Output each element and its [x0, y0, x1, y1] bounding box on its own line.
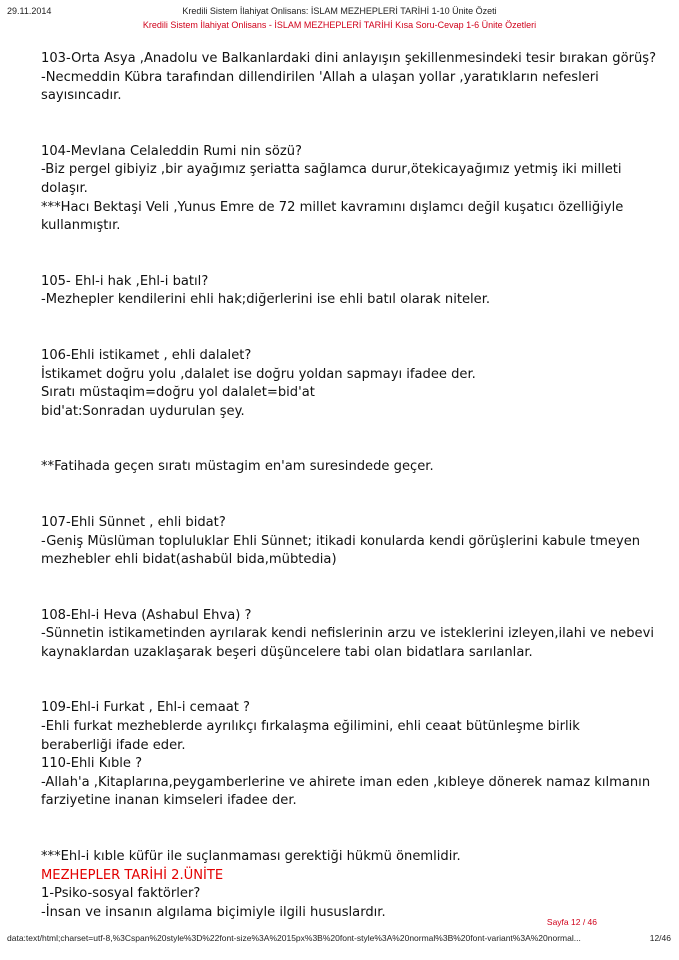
- qa-item-109-110: [41, 699, 666, 811]
- question-line: 108-Ehl-i Heva (Ashabul Ehva) ?: [41, 607, 252, 623]
- question-line: 1-Psiko-sosyal faktörler?: [41, 886, 201, 902]
- answer-line: İstikamet doğru yolu ,dalalet ise doğru yoldan sapmayı ifadee der.: [41, 366, 476, 382]
- qa-item-106: [41, 347, 666, 421]
- answer-line: -Mezhepler kendilerini ehli hak;diğerlerini ise ehli batıl olarak niteler.: [41, 292, 491, 308]
- answer-line: -Biz pergel gibiyiz ,bir ayağımız şeriatta sağlamca durur,ötekicayağımız yetmiş iki milleti: [41, 162, 622, 178]
- answer-line: -Allah'a ,Kitaplarına,peygamberlerine ve ahirete iman eden ,kıbleye dönerek namaz kılmanın: [41, 774, 651, 790]
- question-line: 104-Mevlana Celaleddin Rumi nin sözü?: [41, 143, 302, 159]
- question-line: 103-Orta Asya ,Anadolu ve Balkanlardaki dini anlayışın şekillenmesindeki tesir bırakan görüş?: [41, 51, 657, 66]
- question-line: 105- Ehl-i hak ,Ehl-i batıl?: [41, 273, 209, 289]
- page-subtitle: Kredili Sistem İlahiyat Onlisans - İSLAM MEZHEPLERİ TARİHİ Kısa Soru-Cevap 1-6 Ünite Özetleri: [142, 20, 537, 30]
- answer-line: kaynaklardan uzaklaşarak beşeri düşüncelere tabi olan bidatlara sarılanlar.: [41, 644, 533, 660]
- question-line: 109-Ehl-i Furkat , Ehl-i cemaat ?: [41, 700, 250, 716]
- note-line: kullanmıştır.: [41, 218, 121, 234]
- answer-line: -Geniş Müslüman topluluklar Ehli Sünnet; itikadi konularda kendi görüşlerini kabule tmeyen: [41, 533, 641, 549]
- note-line: ***Hacı Bektaşi Veli ,Yunus Emre de 72 millet kavramını dışlamcı değil kuşatıcı özelliğiyle: [41, 199, 624, 215]
- page-counter: Sayfa 12 / 46: [546, 917, 597, 927]
- unit-2-start: [41, 848, 666, 922]
- answer-line: -Necmeddin Kübra tarafından dillendirilen 'Allah a ulaşan yollar ,yaratıkların nefesleri: [41, 69, 599, 85]
- qa-item-108: [41, 607, 666, 663]
- note-line: ***Ehl-i kıble küfür ile suçlanmaması gerektiği hükmü önemlidir.: [41, 849, 461, 865]
- qa-item-103: [41, 50, 666, 106]
- note-line: **Fatihada geçen sıratı müstagim en'am suresindede geçer.: [41, 459, 434, 475]
- answer-line: -Ehli furkat mezheblerde ayrılıkçı fırkalaşma eğilimini, ehli ceaat bütünleşme birlik: [41, 719, 580, 735]
- answer-line: beraberliği ifade eder.: [41, 737, 186, 753]
- answer-line: sayısıncadır.: [41, 88, 122, 104]
- answer-line: -İnsan ve insanın algılama biçimiyle ilgili hususlardır.: [41, 904, 386, 920]
- print-date: 29.11.2014: [7, 6, 52, 16]
- qa-item-105: [41, 273, 666, 310]
- note-fatiha: [41, 458, 666, 477]
- page-number: 12/46: [649, 933, 671, 943]
- answer-line: bid'at:Sonradan uydurulan şey.: [41, 403, 245, 419]
- answer-line: Sıratı müstaqim=doğru yol dalalet=bid'at: [41, 385, 315, 401]
- answer-line: -Sünnetin istikametinden ayrılarak kendi nefislerinin arzu ve isteklerini izleyen,ilahi ve nebevi: [41, 626, 654, 642]
- document-body: [41, 50, 666, 922]
- answer-line: mezhebler ehli bidat(ashabül bida,mübtedia): [41, 552, 337, 568]
- answer-line: farziyetine inanan kimseleri ifadee der.: [41, 793, 297, 809]
- unit-heading: MEZHEPLER TARİHİ 2.ÜNİTE: [41, 867, 224, 883]
- question-line: 106-Ehli istikamet , ehli dalalet?: [41, 347, 252, 363]
- source-url: data:text/html;charset=utf-8,%3Cspan%20style%3D%22font-size%3A%2015px%3B%20font-style%3A%20normal%3B%20font-variant%3A%20normal...: [7, 933, 581, 943]
- page-title: Kredili Sistem İlahiyat Onlisans: İSLAM MEZHEPLERİ TARİHİ 1-10 Ünite Özeti: [182, 6, 497, 16]
- answer-line: dolaşır.: [41, 180, 88, 196]
- qa-item-107: [41, 514, 666, 570]
- question-line: 110-Ehli Kıble ?: [41, 756, 143, 772]
- qa-item-104: [41, 143, 666, 236]
- question-line: 107-Ehli Sünnet , ehli bidat?: [41, 514, 226, 530]
